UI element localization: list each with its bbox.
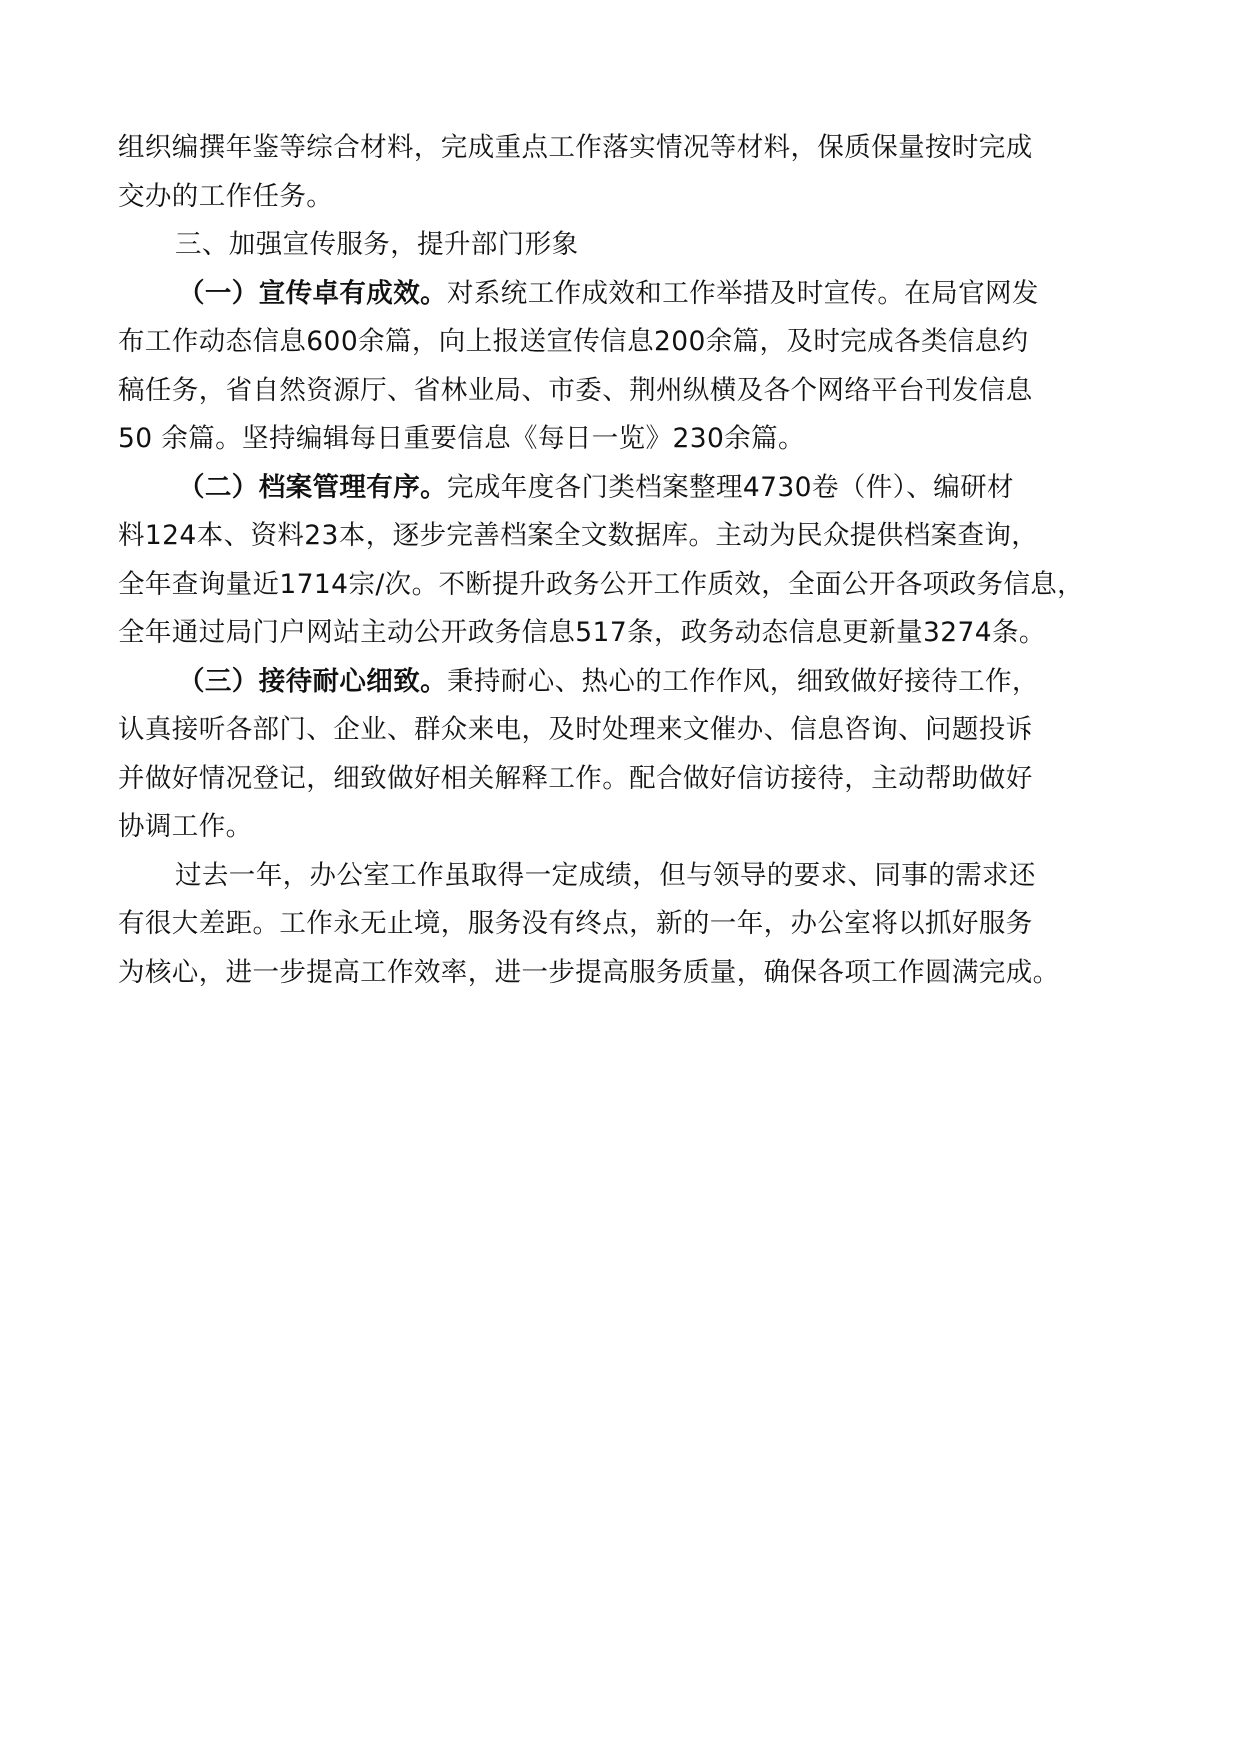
item-3-lead: （三）接待耐心细致。: [178, 665, 447, 697]
item-2-first-line-text: 完成年度各门类档案整理4730卷（件）、编研材: [447, 471, 1014, 503]
item-2-line: 料124本、资料23本，逐步完善档案全文数据库。主动为民众提供档案查询，: [118, 520, 1039, 551]
item-1-line: 50 余篇。坚持编辑每日重要信息《每日一览》230余篇。: [118, 423, 805, 454]
document-body: [118, 124, 1128, 997]
item-1-line: 稿任务，省自然资源厅、省林业局、市委、荆州纵横及各个网络平台刊发信息: [118, 374, 1033, 406]
item-3-first-line-text: 秉持耐心、热心的工作作风，细致做好接待工作，: [447, 665, 1039, 697]
item-3-first-line: [118, 658, 1128, 707]
item-2-paragraph: [118, 464, 1128, 658]
item-1-first-line: [118, 270, 1128, 319]
item-2-lead: （二）档案管理有序。: [178, 471, 447, 503]
item-3-line: 认真接听各部门、企业、群众来电，及时处理来文催办、信息咨询、问题投诉: [118, 714, 1033, 745]
item-1-lead: （一）宣传卓有成效。: [178, 277, 447, 309]
item-1-paragraph: [118, 270, 1128, 464]
item-1-first-line-text: 对系统工作成效和工作举措及时宣传。在局官网发: [447, 277, 1039, 309]
section-heading: [118, 221, 1128, 270]
section-three-heading: 三、加强宣传服务，提升部门形象: [175, 229, 579, 260]
item-1-line: 布工作动态信息600余篇，向上报送宣传信息200余篇，及时完成各类信息约: [118, 326, 1029, 357]
intro-line: 组织编撰年鉴等综合材料，完成重点工作落实情况等材料，保质保量按时完成: [118, 132, 1033, 163]
item-3-line: 并做好情况登记，细致做好相关解释工作。配合做好信访接待，主动帮助做好: [118, 762, 1033, 794]
item-3-line: 协调工作。: [118, 811, 253, 842]
closing-paragraph: [118, 852, 1128, 998]
closing-line: 为核心，进一步提高工作效率，进一步提高服务质量，确保各项工作圆满完成。: [118, 956, 1060, 988]
closing-line: 有很大差距。工作永无止境，服务没有终点，新的一年，办公室将以抓好服务: [118, 908, 1033, 939]
intro-paragraph: [118, 124, 1128, 221]
item-2-first-line: [118, 464, 1128, 513]
intro-line: 交办的工作任务。: [118, 180, 334, 212]
item-3-paragraph: [118, 658, 1128, 852]
closing-line: 过去一年，办公室工作虽取得一定成绩，但与领导的要求、同事的需求还: [175, 859, 1036, 891]
item-2-line: 全年查询量近1714宗/次。不断提升政务公开工作质效，全面公开各项政务信息，: [118, 568, 1085, 600]
item-2-line: 全年通过局门户网站主动公开政务信息517条，政务动态信息更新量3274条。: [118, 617, 1046, 648]
